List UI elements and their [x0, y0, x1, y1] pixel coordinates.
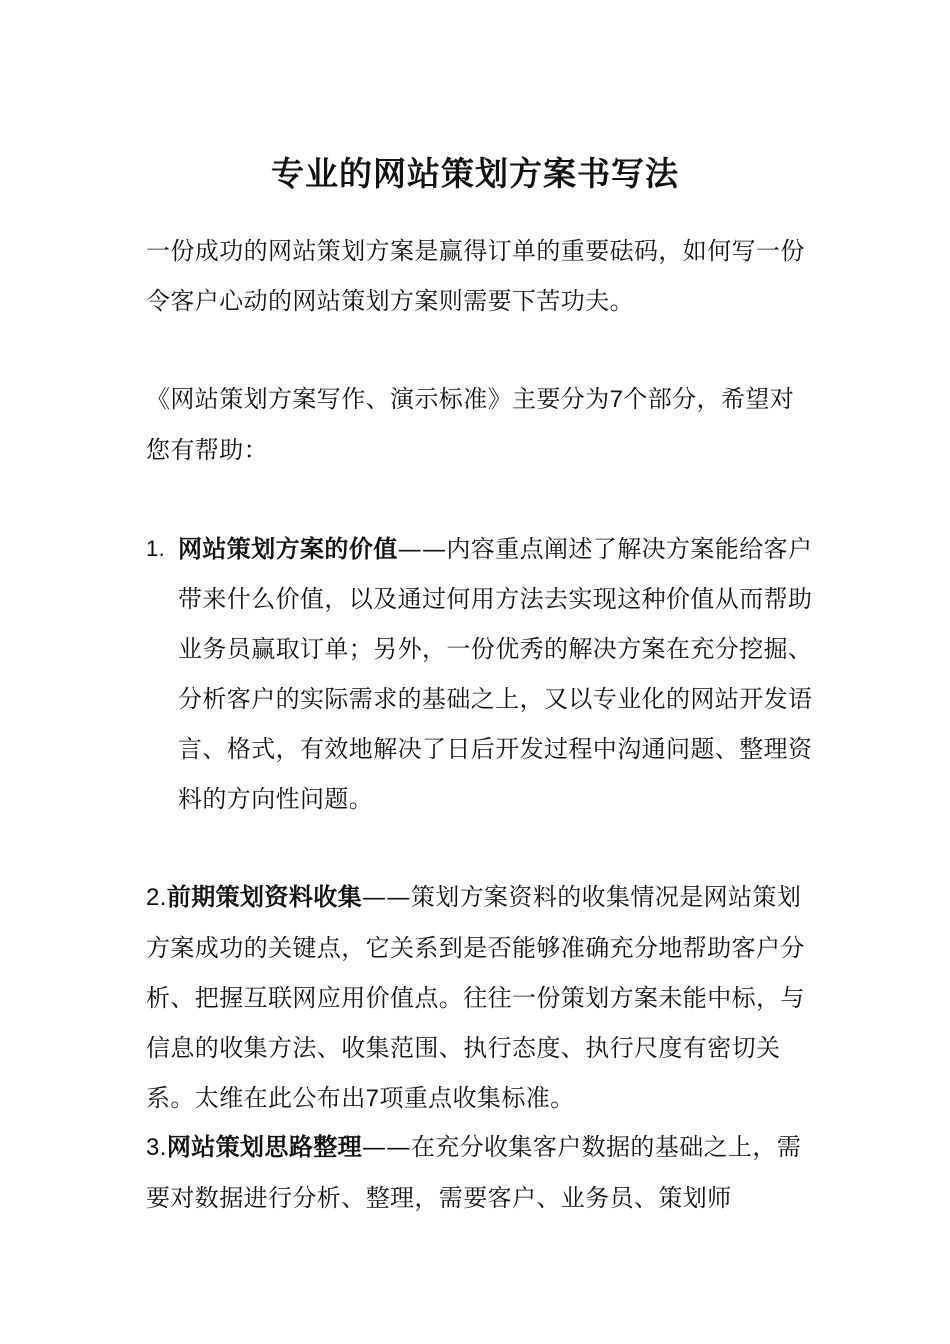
item2-count: 7: [365, 1085, 380, 1112]
standard-text-post: 个部分，希望对您有帮助：: [146, 385, 795, 464]
list-item-1: [146, 524, 818, 824]
list-marker-2: 2.: [146, 884, 167, 911]
list-marker-3: 3.: [146, 1134, 167, 1161]
standard-text-pre: 《网站策划方案写作、演示标准》主要分为: [146, 385, 610, 413]
standard-paragraph: [146, 374, 816, 475]
item1-body: ——内容重点阐述了解决方案能给客户带来什么价值，以及通过何用方法去实现这种价值从而帮助业务员赢取订单；另外，一份优秀的解决方案在充分挖掘、分析客户的实际需求的基础之上，又以专业化的网站开发语言、格式，有效地解决了日后开发过程中沟通问题、整理资料的方向性问题。: [178, 535, 813, 813]
list-item-2: [146, 872, 816, 1124]
item2-heading: 前期策划资料收集: [166, 882, 363, 911]
list-item-3: [146, 1122, 816, 1223]
list-marker-1: 1.: [146, 536, 166, 561]
item3-heading: 网站策划思路整理: [166, 1132, 363, 1161]
document-title: 专业的网站策划方案书写法: [271, 154, 679, 194]
item3-body: ——在充分收集客户数据的基础之上，需要对数据进行分析、整理，需要客户、业务员、策划师: [146, 1133, 802, 1212]
item1-heading: 网站策划方案的价值: [178, 534, 398, 563]
intro-paragraph: 一份成功的网站策划方案是赢得订单的重要砝码，如何写一份令客户心动的网站策划方案则需要下苦功夫。: [146, 237, 805, 315]
item2-body-a: ——策划方案资料的收集情况是网站策划方案成功的关键点，它关系到是否能够准确充分地帮助客户分析、把握互联网应用价值点。往往一份策划方案未能中标，与信息的收集方法、收集范围、执行态度、执行尺度有密切关系。太维在此公布出: [146, 883, 805, 1112]
standard-count: 7: [609, 386, 624, 413]
item2-body-b: 项重点收集标准。: [379, 1084, 575, 1112]
